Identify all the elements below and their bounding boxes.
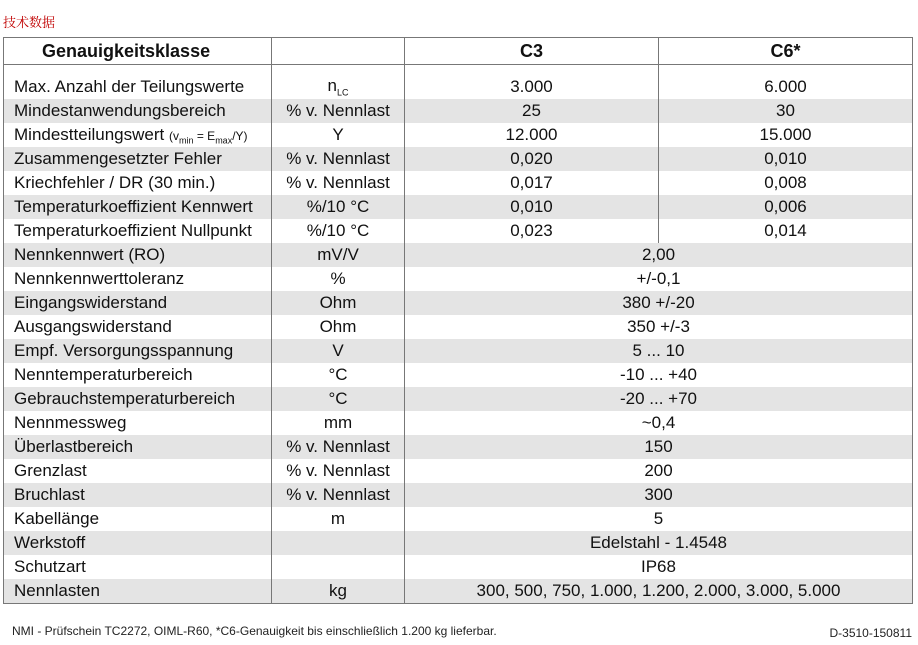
- value-merged: 5 ... 10: [405, 339, 913, 363]
- value-merged: 350 +/-3: [405, 315, 913, 339]
- param-unit: °C: [272, 387, 405, 411]
- table-row: [4, 219, 913, 243]
- param-name: Empf. Versorgungsspannung: [4, 339, 272, 363]
- param-unit: $n_{LC}$: [272, 75, 405, 99]
- param-name: Werkstoff: [4, 531, 272, 555]
- param-name: Bruchlast: [4, 483, 272, 507]
- param-name: Max. Anzahl der Teilungswerte: [4, 75, 272, 99]
- header-accuracy-class: Genauigkeitsklasse: [4, 38, 272, 65]
- table-row: [4, 291, 913, 315]
- param-unit: %/10 °C: [272, 195, 405, 219]
- header-c3: C3: [405, 38, 659, 65]
- table-row: [4, 387, 913, 411]
- value-c6: 15.000: [659, 123, 913, 147]
- table-row: [4, 507, 913, 531]
- table-row: [4, 411, 913, 435]
- param-name: Mindestteilungswert $(v_{min} = E_{max}/Y)$: [4, 123, 272, 147]
- table-row: [4, 267, 913, 291]
- param-name: Nennmessweg: [4, 411, 272, 435]
- param-name: Mindestanwendungsbereich: [4, 99, 272, 123]
- param-name: Eingangswiderstand: [4, 291, 272, 315]
- param-name: Temperaturkoeffizient Kennwert: [4, 195, 272, 219]
- value-c6: 0,010: [659, 147, 913, 171]
- param-unit: % v. Nennlast: [272, 483, 405, 507]
- param-name: Zusammengesetzter Fehler: [4, 147, 272, 171]
- param-unit: kg: [272, 579, 405, 604]
- table-header: [4, 38, 913, 65]
- value-merged: IP68: [405, 555, 913, 579]
- table-row: [4, 579, 913, 604]
- param-unit: [272, 531, 405, 555]
- value-merged: 2,00: [405, 243, 913, 267]
- param-name: Nennkennwert (RO): [4, 243, 272, 267]
- value-c3: 0,020: [405, 147, 659, 171]
- value-c3: 0,017: [405, 171, 659, 195]
- param-name: Gebrauchstemperaturbereich: [4, 387, 272, 411]
- value-merged: 300: [405, 483, 913, 507]
- header-unit: [272, 38, 405, 65]
- value-c6: 30: [659, 99, 913, 123]
- param-unit: mV/V: [272, 243, 405, 267]
- param-unit: °C: [272, 363, 405, 387]
- table-row: [4, 123, 913, 147]
- value-merged: 5: [405, 507, 913, 531]
- value-c3: 25: [405, 99, 659, 123]
- value-merged: 150: [405, 435, 913, 459]
- param-name: Ausgangswiderstand: [4, 315, 272, 339]
- value-merged: Edelstahl - 1.4548: [405, 531, 913, 555]
- value-c6: 0,006: [659, 195, 913, 219]
- table-row: [4, 195, 913, 219]
- table-row: [4, 483, 913, 507]
- param-name: Nenntemperaturbereich: [4, 363, 272, 387]
- value-merged: 300, 500, 750, 1.000, 1.200, 2.000, 3.000, 5.000: [405, 579, 913, 604]
- value-merged: ~0,4: [405, 411, 913, 435]
- param-unit: Y: [272, 123, 405, 147]
- param-name: Kriechfehler / DR (30 min.): [4, 171, 272, 195]
- param-name: Temperaturkoeffizient Nullpunkt: [4, 219, 272, 243]
- table-row: [4, 363, 913, 387]
- value-c3: 0,023: [405, 219, 659, 243]
- value-merged: 380 +/-20: [405, 291, 913, 315]
- value-merged: -20 ... +70: [405, 387, 913, 411]
- param-unit: m: [272, 507, 405, 531]
- value-c6: 0,008: [659, 171, 913, 195]
- footnote: NMI - Prüfschein TC2272, OIML-R60, *C6-Genauigkeit bis einschließlich 1.200 kg lieferbar.: [12, 624, 497, 638]
- param-unit: mm: [272, 411, 405, 435]
- param-unit: [272, 555, 405, 579]
- table-row: [4, 75, 913, 99]
- param-name: Kabellänge: [4, 507, 272, 531]
- param-unit: %/10 °C: [272, 219, 405, 243]
- param-unit: Ohm: [272, 315, 405, 339]
- value-c6: 0,014: [659, 219, 913, 243]
- param-name: Nennlasten: [4, 579, 272, 604]
- param-unit: % v. Nennlast: [272, 99, 405, 123]
- table-row: [4, 459, 913, 483]
- param-unit: %: [272, 267, 405, 291]
- spacer-row: [4, 65, 913, 76]
- page-title: 技术数据: [3, 16, 56, 31]
- table-row: [4, 555, 913, 579]
- param-unit: % v. Nennlast: [272, 435, 405, 459]
- param-unit: V: [272, 339, 405, 363]
- param-unit: % v. Nennlast: [272, 171, 405, 195]
- param-name: Grenzlast: [4, 459, 272, 483]
- table-row: [4, 435, 913, 459]
- param-unit: % v. Nennlast: [272, 459, 405, 483]
- value-c6: 6.000: [659, 75, 913, 99]
- value-merged: 200: [405, 459, 913, 483]
- param-name: Überlastbereich: [4, 435, 272, 459]
- param-name: Nennkennwerttoleranz: [4, 267, 272, 291]
- param-name: Schutzart: [4, 555, 272, 579]
- value-c3: 12.000: [405, 123, 659, 147]
- param-unit: Ohm: [272, 291, 405, 315]
- header-c6: C6*: [659, 38, 913, 65]
- param-unit: % v. Nennlast: [272, 147, 405, 171]
- table-row: [4, 531, 913, 555]
- table-row: [4, 243, 913, 267]
- table-row: [4, 147, 913, 171]
- value-c3: 0,010: [405, 195, 659, 219]
- table-row: [4, 99, 913, 123]
- value-merged: +/-0,1: [405, 267, 913, 291]
- table-row: [4, 315, 913, 339]
- table-row: [4, 339, 913, 363]
- value-c3: 3.000: [405, 75, 659, 99]
- document-id: D-3510-150811: [829, 626, 912, 640]
- spec-table: [3, 37, 913, 604]
- table-row: [4, 171, 913, 195]
- value-merged: -10 ... +40: [405, 363, 913, 387]
